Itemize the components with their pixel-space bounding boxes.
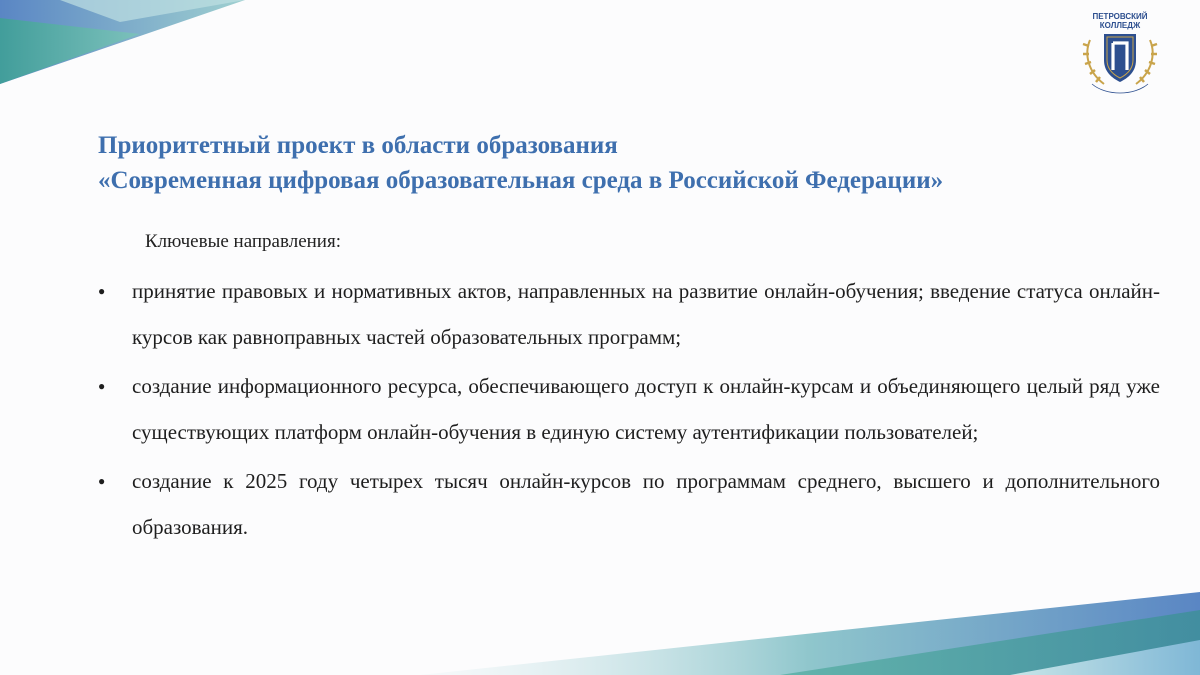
list-item-text: создание к 2025 году четырех тысяч онлайн-курсов по программам среднего, высшего и дополнительного образования. — [132, 469, 1160, 539]
title-line-2: «Современная цифровая образовательная среда в Российской Федерации» — [98, 167, 944, 194]
bullet-icon: ● — [98, 474, 106, 488]
logo-name-line1: ПЕТРОВСКИЙ — [1092, 12, 1148, 21]
list-item — [98, 458, 1160, 550]
logo-name-line2: КОЛЛЕДЖ — [1099, 21, 1141, 30]
list-item-text: принятие правовых и нормативных актов, направленных на развитие онлайн-обучения; введение статуса онлайн-курсов как равноправных частей образовательных программ; — [132, 279, 1160, 349]
college-logo-name — [1080, 12, 1160, 30]
key-directions-heading: Ключевые направления: — [145, 231, 341, 252]
directions-list — [98, 268, 1160, 553]
list-item — [98, 363, 1160, 455]
slide-title — [98, 128, 1158, 198]
bullet-icon: ● — [98, 284, 106, 298]
list-item-text: создание информационного ресурса, обеспечивающего доступ к онлайн-курсам и объединяющего целый ряд уже существующих платформ онлайн-обучения в единую систему аутентификации пользователей; — [132, 374, 1160, 444]
list-item — [98, 268, 1160, 360]
title-line-1: Приоритетный проект в области образования — [98, 132, 618, 159]
bullet-icon: ● — [98, 379, 106, 393]
